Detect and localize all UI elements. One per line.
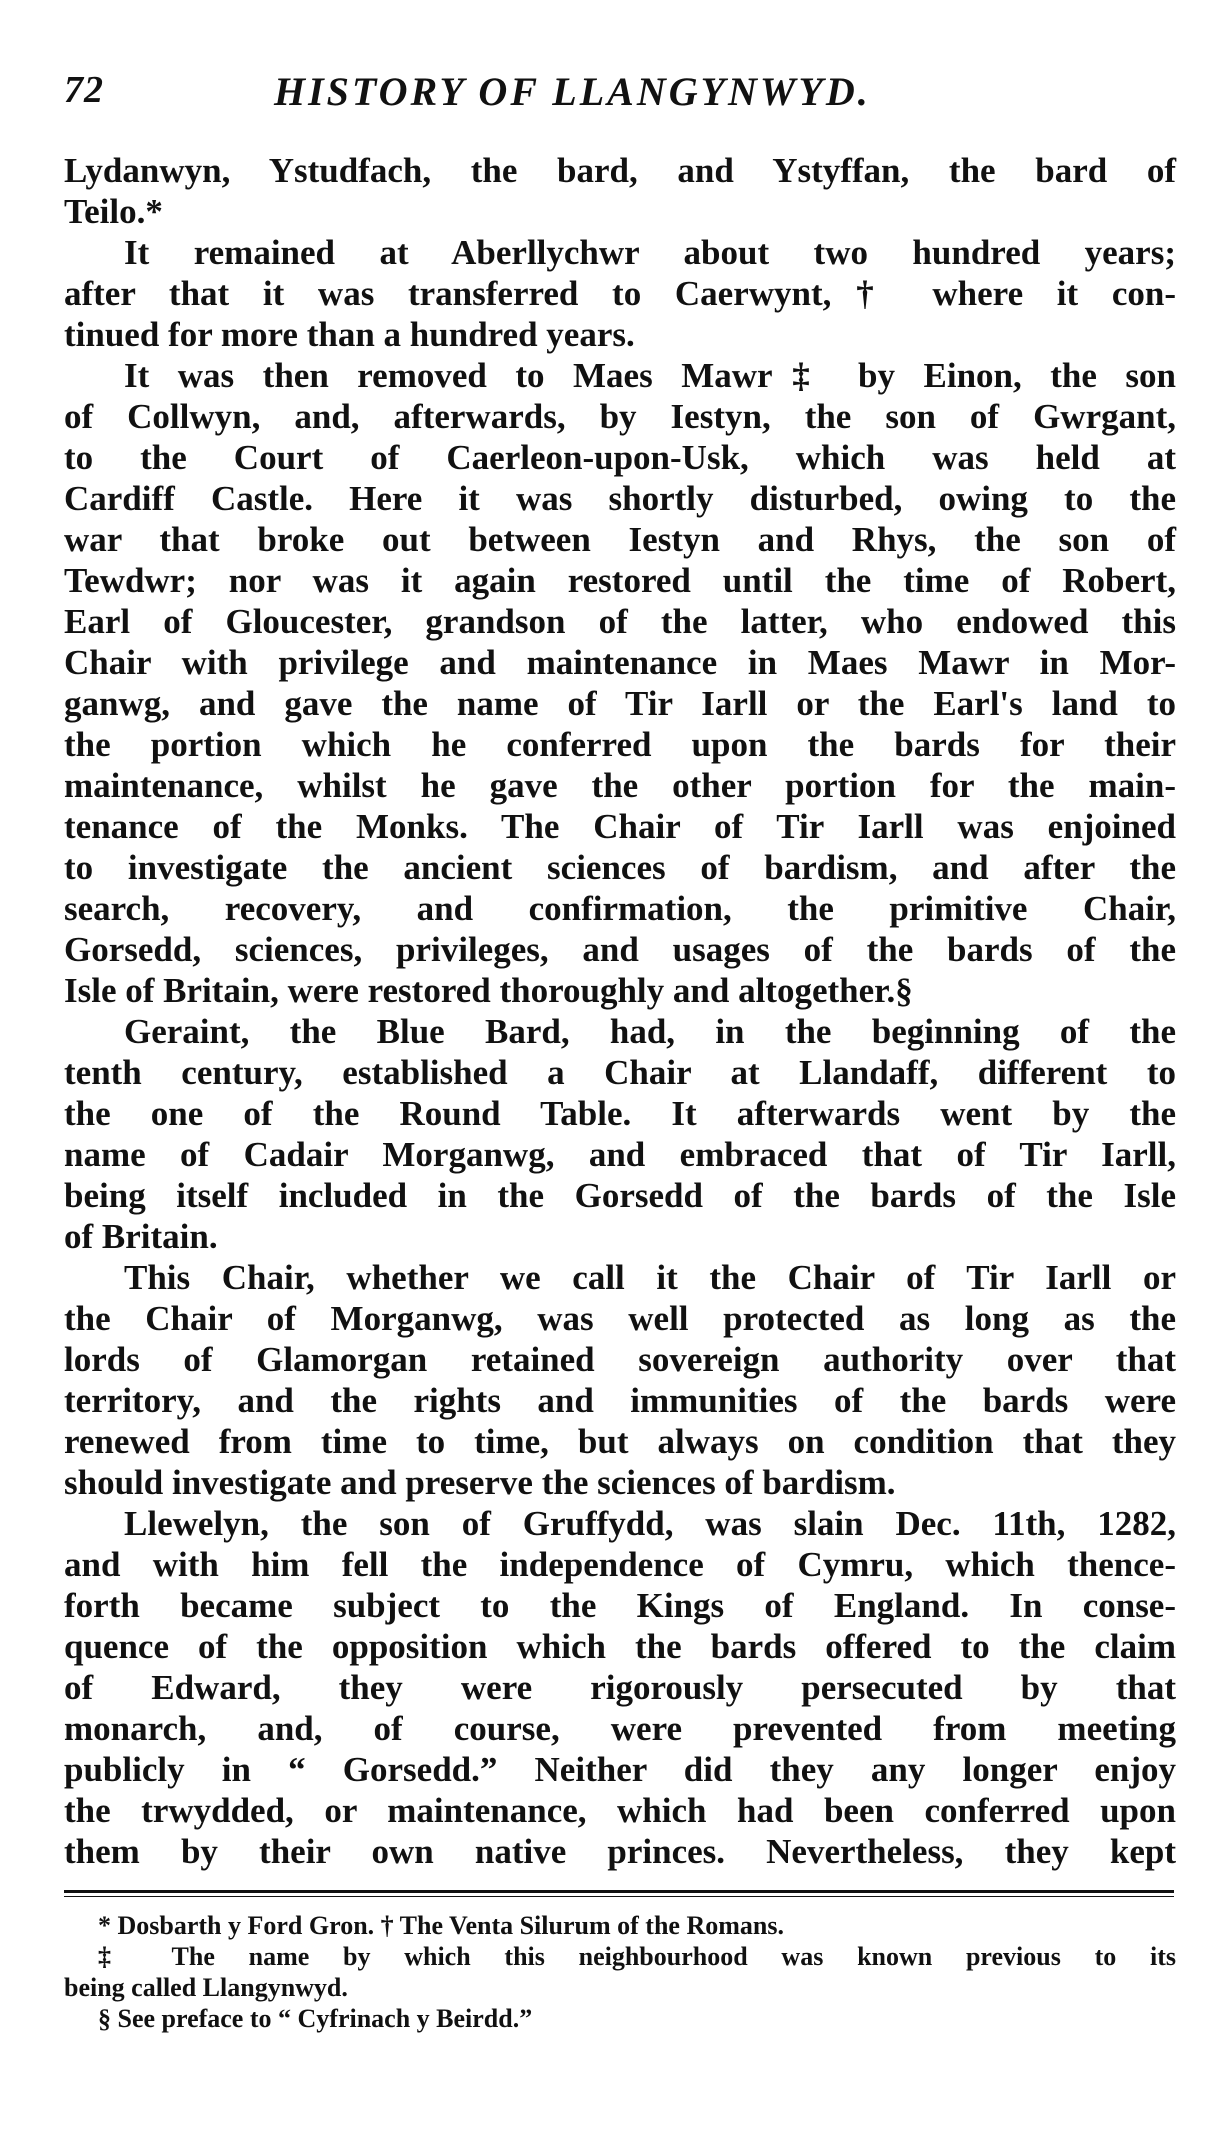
footnote-line: being called Llangynwyd. [64,1973,348,2002]
text-line: being itself included in the Gorsedd of the bards of the Isle [64,1176,1176,1215]
footnote-rule [64,1890,1174,1893]
text-line: tenance of the Monks. The Chair of Tir Iarll was enjoined [64,807,1176,846]
text-line: of Edward, they were rigorously persecuted by that [64,1668,1176,1707]
text-line: territory, and the rights and immunities of the bards were [64,1381,1176,1420]
text-line: and with him fell the independence of Cymru, which thence- [64,1545,1176,1584]
text-line: them by their own native princes. Nevertheless, they kept [64,1832,1176,1871]
text-line: search, recovery, and confirmation, the primitive Chair, [64,889,1176,928]
text-line: Llewelyn, the son of Gruffydd, was slain Dec. 11th, 1282, [124,1504,1176,1543]
text-line: lords of Glamorgan retained sovereign authority over that [64,1340,1176,1379]
footnote-line: * Dosbarth y Ford Gron. † The Venta Silurum of the Romans. [98,1911,784,1940]
text-line: of Collwyn, and, afterwards, by Iestyn, the son of Gwrgant, [64,397,1176,436]
footnote-line: § See preface to “ Cyfrinach y Beirdd.” [98,2004,533,2033]
text-line: the Chair of Morganwg, was well protected as long as the [64,1299,1176,1338]
text-line: ganwg, and gave the name of Tir Iarll or the Earl's land to [64,684,1176,723]
text-line: Cardiff Castle. Here it was shortly disturbed, owing to the [64,479,1176,518]
text-line: Gorsedd, sciences, privileges, and usages of the bards of the [64,930,1176,969]
text-line: the one of the Round Table. It afterwards went by the [64,1094,1176,1133]
text-line: Teilo.* [64,192,163,231]
text-line: tenth century, established a Chair at Llandaff, different to [64,1053,1176,1092]
text-line: Geraint, the Blue Bard, had, in the beginning of the [124,1012,1176,1051]
text-line: monarch, and, of course, were prevented from meeting [64,1709,1176,1748]
footnote-line: ‡ The name by which this neighbourhood was known previous to its [98,1942,1176,1971]
footnote-rule-thin [64,1896,1174,1897]
text-line: renewed from time to time, but always on condition that they [64,1422,1176,1461]
text-line: after that it was transferred to Caerwynt,† where it con- [64,274,1176,313]
page-number: 72 [64,69,104,111]
text-line: Lydanwyn, Ystudfach, the bard, and Ystyffan, the bard of [64,151,1176,190]
text-line: name of Cadair Morganwg, and embraced that of Tir Iarll, [64,1135,1176,1174]
text-line: should investigate and preserve the sciences of bardism. [64,1463,896,1502]
text-line: maintenance, whilst he gave the other portion for the main- [64,766,1176,805]
text-line: It was then removed to Maes Mawr‡ by Einon, the son [124,356,1176,395]
text-line: Tewdwr; nor was it again restored until the time of Robert, [64,561,1176,600]
text-line: Isle of Britain, were restored thoroughly and altogether.§ [64,971,913,1010]
text-line: Earl of Gloucester, grandson of the latter, who endowed this [64,602,1176,641]
running-title: HISTORY OF LLANGYNWYD. [274,69,871,114]
footnotes [64,1910,1176,2034]
text-line: to investigate the ancient sciences of bardism, and after the [64,848,1176,887]
text-line: This Chair, whether we call it the Chair of Tir Iarll or [124,1258,1176,1297]
body-text [64,150,1176,1872]
text-line: It remained at Aberllychwr about two hundred years; [124,233,1176,272]
text-line: war that broke out between Iestyn and Rhys, the son of [64,520,1176,559]
text-line: the portion which he conferred upon the bards for their [64,725,1176,764]
text-line: quence of the opposition which the bards offered to the claim [64,1627,1176,1666]
text-line: publicly in “ Gorsedd.” Neither did they any longer enjoy [64,1750,1176,1789]
text-line: Chair with privilege and maintenance in Maes Mawr in Mor- [64,643,1176,682]
text-line: to the Court of Caerleon-upon-Usk, which was held at [64,438,1176,477]
text-line: forth became subject to the Kings of England. In conse- [64,1586,1176,1625]
page-header [64,62,1174,122]
text-line: the trwydded, or maintenance, which had been conferred upon [64,1791,1176,1830]
text-line: of Britain. [64,1217,218,1256]
text-line: tinued for more than a hundred years. [64,315,635,354]
